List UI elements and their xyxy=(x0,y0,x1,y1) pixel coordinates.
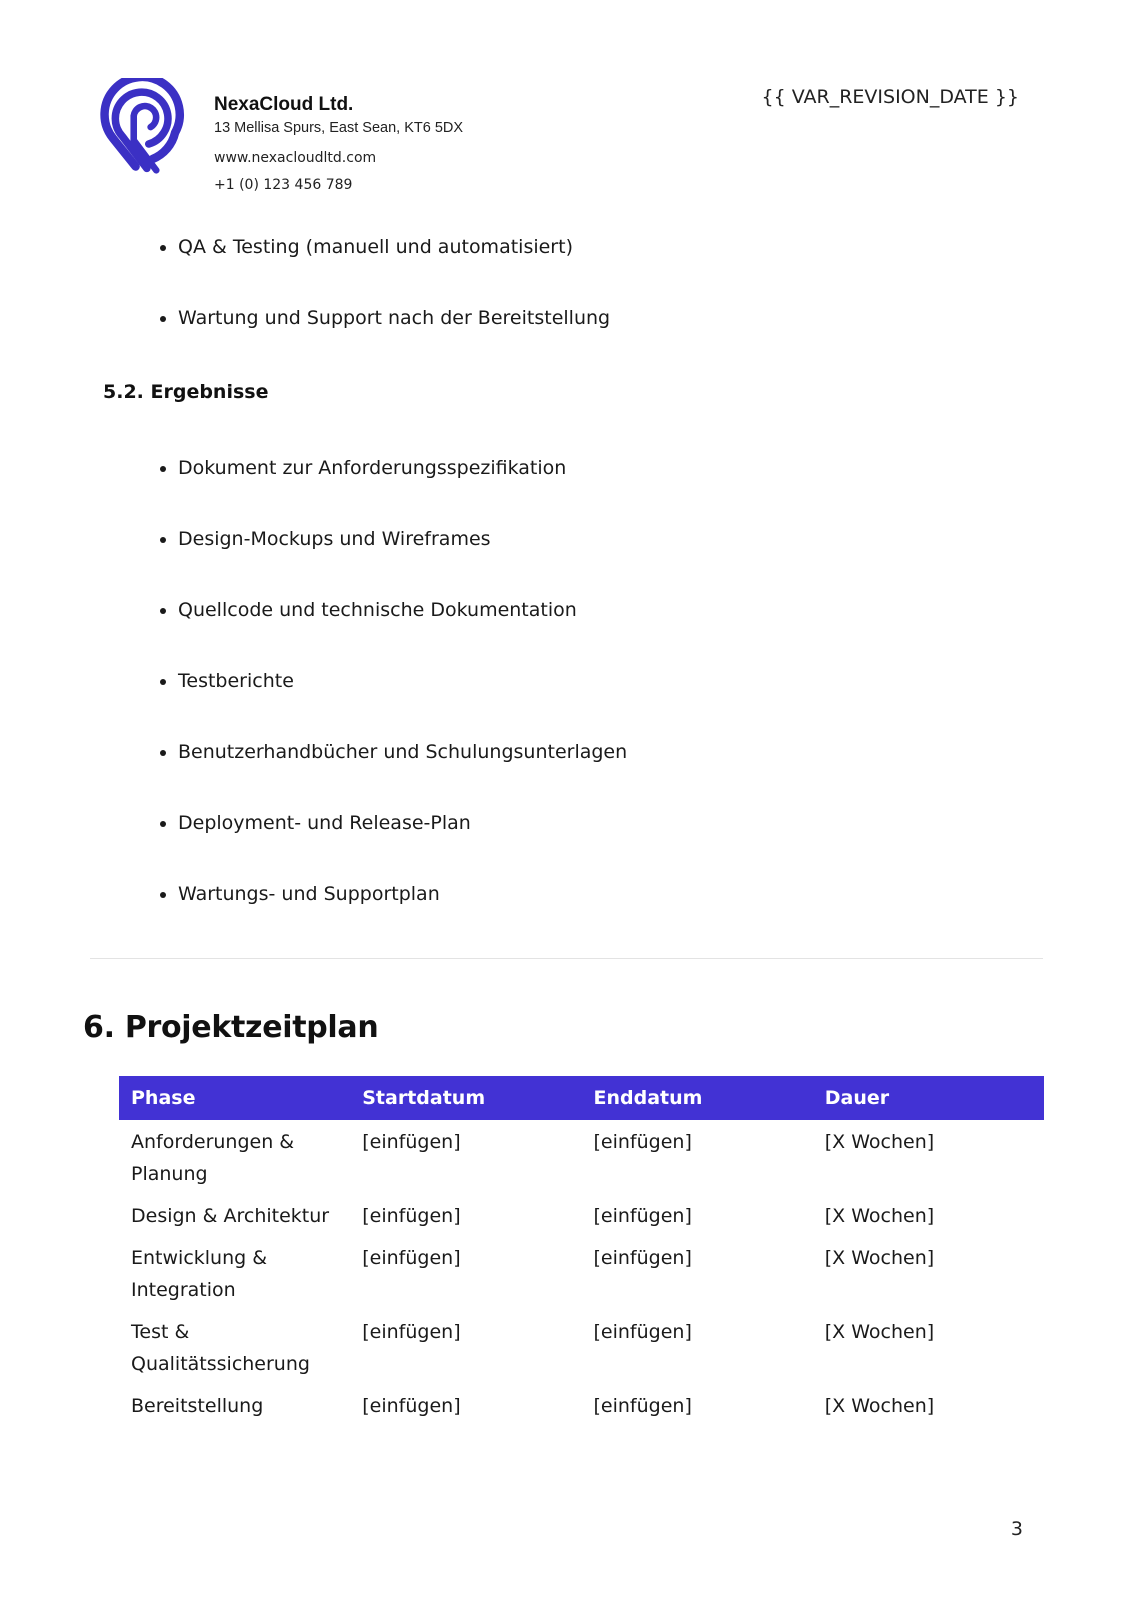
column-header-enddatum: Enddatum xyxy=(582,1076,813,1120)
page-number: 3 xyxy=(1010,1518,1023,1540)
nexacloud-logo-icon xyxy=(98,78,192,178)
table-cell: [einfügen] xyxy=(362,1395,461,1417)
list-item: Quellcode und technische Dokumentation xyxy=(158,597,1038,623)
table-row xyxy=(119,1120,1044,1194)
table-row xyxy=(119,1384,1044,1426)
services-list-continued xyxy=(158,234,1038,376)
table-cell: [X Wochen] xyxy=(824,1205,935,1227)
table-cell: [X Wochen] xyxy=(824,1395,935,1417)
table-cell: Design & Architektur xyxy=(131,1205,330,1227)
table-cell: [einfügen] xyxy=(593,1247,692,1269)
list-item: Deployment- und Release-Plan xyxy=(158,810,1038,836)
table-cell: [einfügen] xyxy=(362,1131,461,1153)
table-row xyxy=(119,1236,1044,1310)
company-info xyxy=(214,93,463,195)
revision-date: {{ VAR_REVISION_DATE }} xyxy=(761,86,1019,108)
column-header-phase: Phase xyxy=(119,1076,350,1120)
table-cell: Entwicklung & Integration xyxy=(131,1247,268,1301)
table-cell: [einfügen] xyxy=(593,1131,692,1153)
list-item: Wartungs- und Supportplan xyxy=(158,881,1038,907)
list-item: Benutzerhandbücher und Schulungsunterlagen xyxy=(158,739,1038,765)
list-item: Dokument zur Anforderungsspezifikation xyxy=(158,455,1038,481)
page-header xyxy=(0,0,1131,220)
table-row xyxy=(119,1194,1044,1236)
section-divider xyxy=(90,958,1043,959)
list-item: Design-Mockups und Wireframes xyxy=(158,526,1038,552)
company-name: NexaCloud Ltd. xyxy=(214,94,354,115)
table-cell: [einfügen] xyxy=(593,1205,692,1227)
table-cell: [einfügen] xyxy=(593,1395,692,1417)
table-cell: [X Wochen] xyxy=(824,1247,935,1269)
column-header-startdatum: Startdatum xyxy=(350,1076,581,1120)
table-cell: [einfügen] xyxy=(593,1321,692,1343)
table-cell: [einfügen] xyxy=(362,1247,461,1269)
section-heading-ergebnisse: 5.2. Ergebnisse xyxy=(103,381,269,403)
table-header-row xyxy=(119,1076,1044,1120)
table-row xyxy=(119,1310,1044,1384)
table-cell: [einfügen] xyxy=(362,1205,461,1227)
project-schedule-table xyxy=(119,1076,1044,1426)
page-title: 6. Projektzeitplan xyxy=(83,1010,379,1045)
company-address: 13 Mellisa Spurs, East Sean, KT6 5DX xyxy=(214,120,464,136)
table-cell: [X Wochen] xyxy=(824,1321,935,1343)
list-item: Testberichte xyxy=(158,668,1038,694)
company-phone: +1 (0) 123 456 789 xyxy=(214,177,353,193)
table-cell: [einfügen] xyxy=(362,1321,461,1343)
table-cell: [X Wochen] xyxy=(824,1131,935,1153)
table-cell: Anforderungen & Planung xyxy=(131,1131,295,1185)
table-cell: Bereitstellung xyxy=(131,1395,264,1417)
list-item: Wartung und Support nach der Bereitstellung xyxy=(158,305,1038,331)
company-website[interactable]: www.nexacloudltd.com xyxy=(214,150,377,166)
table-cell: Test & Qualitätssicherung xyxy=(131,1321,310,1375)
deliverables-list xyxy=(158,455,1038,952)
column-header-dauer: Dauer xyxy=(813,1076,1044,1120)
list-item: QA & Testing (manuell und automatisiert) xyxy=(158,234,1038,260)
